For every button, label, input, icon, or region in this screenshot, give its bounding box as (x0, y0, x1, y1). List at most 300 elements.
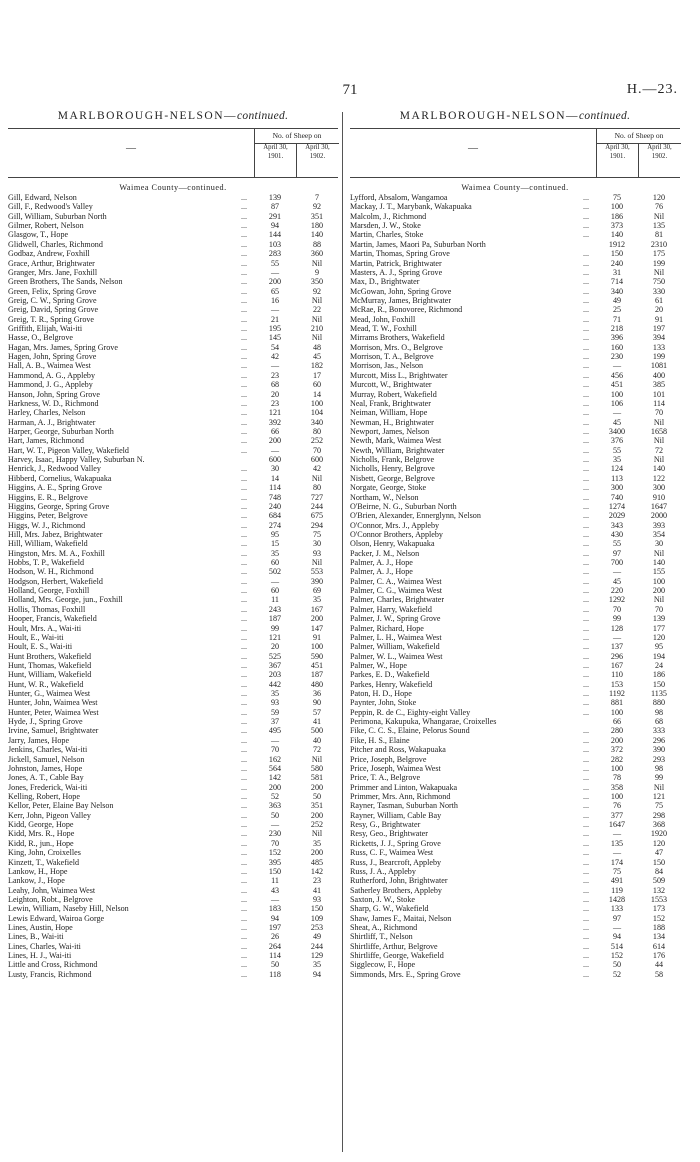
sheep-1901: 195 (268, 324, 282, 334)
leader-dots: ... (582, 520, 590, 530)
table-row (350, 371, 680, 380)
leader-dots: ... (240, 221, 248, 231)
sheep-1902: Nil (311, 314, 323, 324)
sheep-1901: 525 (268, 651, 282, 661)
owner-name: Hodson, W. H., Richmond (8, 567, 94, 577)
sheep-1902: Nil (653, 782, 665, 792)
leader-dots: ... (582, 951, 590, 961)
sheep-1901: 20 (270, 642, 280, 652)
sheep-1902: 200 (310, 782, 324, 792)
leader-dots: ... (582, 389, 590, 399)
sheep-1902: 22 (312, 305, 322, 315)
table-row (8, 848, 338, 857)
owner-name: Holland, Mrs. George, jun., Foxhill (8, 595, 123, 605)
leader-dots: ... (240, 660, 248, 670)
sheep-1901: 37 (270, 717, 280, 727)
sheep-1902: 200 (652, 586, 666, 596)
leader-dots: ... (582, 426, 590, 436)
sheep-1902: 14 (312, 389, 322, 399)
sheep-1901: 100 (610, 202, 624, 212)
leader-dots (576, 717, 596, 726)
leader-dots: ... (240, 333, 248, 343)
table-header (8, 128, 338, 178)
sheep-1902: 351 (310, 801, 324, 811)
table-row (350, 493, 680, 502)
sheep-1901: 456 (610, 370, 624, 380)
leader-dots: ... (240, 792, 248, 801)
leader-dots: ... (240, 576, 248, 586)
table-row (350, 895, 680, 904)
leader-dots: ... (240, 810, 248, 820)
leader-dots: ... (240, 679, 248, 689)
sheep-1901: 114 (269, 483, 281, 493)
table-row (8, 530, 338, 539)
owner-name: Gill, Edward, Nelson (8, 193, 77, 202)
sheep-1902: 910 (652, 492, 666, 502)
sheep-1901: 49 (612, 295, 622, 305)
table-row (350, 324, 680, 333)
sheep-1902: 390 (310, 576, 324, 586)
sheep-1902: 100 (310, 642, 324, 652)
sheep-1901: 491 (610, 876, 624, 886)
sheep-1901: 103 (268, 239, 282, 249)
leader-dots: ... (582, 352, 590, 362)
sheep-1901: 128 (610, 623, 624, 633)
sheep-1902: 675 (310, 511, 324, 521)
owner-name: Lewis Edward, Wairoa Gorge (8, 913, 105, 923)
sheep-1901: 451 (610, 380, 624, 390)
leader-dots: ... (240, 370, 248, 380)
leader-dots: ... (240, 717, 248, 727)
leader-dots: ... (582, 314, 590, 324)
leader-dots: ... (240, 782, 248, 792)
leader-dots: ... (582, 651, 590, 661)
leader-dots: ... (582, 848, 590, 858)
sheep-1901: 60 (270, 558, 280, 568)
sheep-1901: 167 (610, 660, 624, 670)
table-row (8, 287, 338, 296)
sheep-1902: 590 (310, 651, 324, 661)
leader-dots: ... (240, 885, 248, 895)
leader-dots: ... (240, 670, 248, 680)
sheep-1902: 194 (652, 651, 666, 661)
owner-name: Lyfford, Absalom, Wangamoa (350, 193, 448, 202)
leader-dots: ... (240, 632, 248, 642)
leader-dots: ... (582, 838, 590, 848)
sheep-1902: 140 (652, 558, 666, 568)
table-row (350, 839, 680, 848)
owner-name: Palmer, William, Wakefield (350, 642, 440, 652)
leader-dots: ... (582, 193, 590, 202)
sheep-1902: 150 (652, 857, 666, 867)
table-row (350, 277, 680, 286)
column-title-suffix: continued. (237, 110, 289, 122)
sheep-1902: 180 (310, 221, 324, 231)
table-row (350, 343, 680, 352)
sheep-1901: — (270, 894, 280, 904)
leader-dots: ... (240, 380, 248, 390)
table-body (350, 193, 680, 979)
sheep-1902: 91 (654, 314, 664, 324)
sheep-1901: 106 (610, 398, 624, 408)
sheep-1902: Nil (653, 417, 665, 427)
sheep-1902: 20 (654, 305, 664, 315)
leader-dots: ... (582, 342, 590, 352)
sheep-1902: 880 (652, 698, 666, 708)
sheep-1902: 451 (310, 660, 324, 670)
sheep-1901: 264 (268, 941, 282, 951)
sheep-1901: 162 (268, 754, 282, 764)
owner-name: Russ, J. A., Appleby (350, 866, 416, 876)
leader-dots: ... (582, 969, 590, 979)
owner-name: Hall, A. B., Waimea West (8, 361, 91, 371)
owner-name: Paton, H. D., Hope (350, 689, 412, 699)
sheep-1902: 40 (312, 735, 322, 745)
owner-name: Harper, George, Suburban North (8, 426, 114, 436)
leader-dots: ... (582, 548, 590, 558)
table-row (350, 886, 680, 895)
owner-name: Lines, B., Wai-iti (8, 932, 64, 942)
sheep-1901: 186 (610, 211, 624, 221)
leader-dots: ... (582, 913, 590, 923)
owner-name: Palmer, C. A., Waimea West (350, 576, 442, 586)
owner-name: Saxton, J. W., Stoke (350, 894, 415, 904)
sheep-1901: — (270, 735, 280, 745)
owner-name: Grace, Arthur, Brightwater (8, 258, 95, 268)
sheep-1901: 65 (270, 286, 280, 296)
owner-name: Lines, Austin, Hope (8, 923, 73, 933)
leader-dots: ... (582, 202, 590, 212)
table-row (350, 698, 680, 707)
table-row (8, 783, 338, 792)
header-sheep-group: No. of Sheep on (596, 129, 681, 144)
table-row (8, 390, 338, 399)
sheep-1902: 614 (652, 941, 666, 951)
sheep-1902: 354 (652, 529, 666, 539)
table-row (8, 839, 338, 848)
sheep-1902: 120 (652, 838, 666, 848)
sheep-1901: 220 (610, 586, 624, 596)
table-row (350, 380, 680, 389)
leader-dots: ... (240, 904, 248, 914)
sheep-1902: 350 (310, 277, 324, 287)
owner-name: Newman, H., Brightwater (350, 417, 434, 427)
sheep-1901: 124 (610, 464, 624, 474)
sheep-1902: 100 (310, 398, 324, 408)
owner-name: Kidd, George, Hope (8, 820, 74, 830)
table-row (350, 661, 680, 670)
leader-dots: ... (240, 604, 248, 614)
sheep-1901: 87 (270, 202, 280, 212)
sheep-1902: Nil (311, 754, 323, 764)
leader-dots: ... (240, 969, 248, 979)
leader-dots: ... (582, 370, 590, 380)
leader-dots: ... (582, 876, 590, 886)
sheep-1902: 199 (652, 352, 666, 362)
sheep-1902: 84 (654, 866, 664, 876)
sheep-1901: 240 (268, 501, 282, 511)
sheep-1901: 684 (268, 511, 282, 521)
sheep-1902: 114 (653, 398, 665, 408)
sheep-1901: 280 (610, 726, 624, 736)
leader-dots: ... (240, 211, 248, 221)
table-row (350, 549, 680, 558)
section-heading: Waimea County—continued. (119, 183, 227, 192)
sheep-1902: 81 (654, 230, 664, 240)
leader-dots: ... (582, 754, 590, 764)
sheep-1902: 104 (310, 408, 324, 418)
table-row (8, 212, 338, 221)
table-row (350, 970, 680, 979)
section-heading: Waimea County—continued. (461, 183, 569, 192)
owner-name: Hoult, E., Wai-iti (8, 632, 64, 642)
sheep-1901: — (270, 305, 280, 315)
leader-dots: ... (582, 932, 590, 942)
sheep-1902: 360 (310, 249, 324, 259)
table-row (8, 483, 338, 492)
table-row (350, 352, 680, 361)
sheep-1902: 24 (654, 660, 664, 670)
sheep-1902: 581 (310, 773, 324, 783)
sheep-1901: 200 (268, 436, 282, 446)
owner-name: Jones, Frederick, Wai-iti (8, 782, 88, 792)
owner-name: Holland, George, Foxhill (8, 586, 90, 596)
sheep-1902: 50 (312, 792, 322, 801)
table-row (8, 904, 338, 913)
sheep-1902: 298 (652, 810, 666, 820)
table-row (350, 193, 680, 202)
leader-dots: ... (240, 314, 248, 324)
header-name-cell: — (468, 143, 478, 154)
table-row (8, 539, 338, 548)
owner-name: Russ, C. F., Waimea West (350, 848, 434, 858)
table-row (8, 558, 338, 567)
owner-name: Henrick, J., Redwood Valley (8, 464, 101, 474)
sheep-1901: 70 (270, 745, 280, 755)
owner-name: Perimona, Kakupuka, Whangarae, Croixelles (350, 717, 497, 727)
owner-name: Olson, Henry, Wakapuaka (350, 539, 435, 549)
table-row (350, 801, 680, 810)
leader-dots: ... (582, 333, 590, 343)
owner-name: Harley, Charles, Nelson (8, 408, 86, 418)
owner-name: Hunter, John, Waimea West (8, 698, 98, 708)
table-row (350, 858, 680, 867)
owner-name: Hanson, John, Spring Grove (8, 389, 100, 399)
owner-name: Little and Cross, Richmond (8, 960, 98, 970)
leader-dots: ... (582, 492, 590, 502)
leader-dots: ... (582, 586, 590, 596)
sheep-1902: 70 (654, 604, 664, 614)
owner-name: Glasgow, T., Hope (8, 230, 69, 240)
sheep-1901: 367 (268, 660, 282, 670)
table-row (8, 577, 338, 586)
owner-name: Shirtliffe, Arthur, Belgrove (350, 941, 438, 951)
table-row (8, 343, 338, 352)
sheep-1901: 183 (268, 904, 282, 914)
table-row (8, 726, 338, 735)
sheep-1901: — (612, 361, 622, 371)
leader-dots: ... (582, 941, 590, 951)
leader-dots: ... (240, 230, 248, 240)
sheep-1901: 291 (268, 211, 282, 221)
owner-name: Paynter, John, Stoke (350, 698, 417, 708)
owner-name: Griffith, Elijah, Wai-iti (8, 324, 83, 334)
table-row (8, 858, 338, 867)
leader-dots: ... (240, 492, 248, 502)
leader-dots: ... (240, 586, 248, 596)
sheep-1902: 385 (652, 380, 666, 390)
sheep-1901: 392 (268, 417, 282, 427)
owner-name: Leahy, John, Waimea West (8, 885, 96, 895)
leader-dots: ... (240, 876, 248, 886)
owner-name: Fike, H. S., Elaine (350, 735, 410, 745)
owner-name: Hagan, Mrs. James, Spring Grove (8, 342, 118, 352)
table-row (8, 380, 338, 389)
table-row (8, 259, 338, 268)
table-row (350, 904, 680, 913)
sheep-1901: 600 (268, 455, 282, 465)
sheep-1901: 230 (268, 829, 282, 839)
header-year-1901: April 30, 1901. (596, 144, 638, 177)
table-row (350, 764, 680, 773)
sheep-1902: 47 (654, 848, 664, 858)
table-row (350, 960, 680, 969)
owner-name: Packer, J. M., Nelson (350, 548, 420, 558)
owner-name: Marsden, J. W., Stoke (350, 221, 421, 231)
table-row (8, 614, 338, 623)
leader-dots: ... (240, 398, 248, 408)
header-year-1902: April 30, 1902. (638, 144, 680, 177)
sheep-1902: 70 (312, 445, 322, 455)
owner-name: Parkes, E. D., Wakefield (350, 670, 430, 680)
leader-dots: ... (582, 576, 590, 586)
sheep-1902: 36 (312, 689, 322, 699)
leader-dots: ... (240, 464, 248, 474)
sheep-1902: 95 (654, 642, 664, 652)
sheep-1901: 150 (268, 866, 282, 876)
sheep-1901: 121 (268, 632, 282, 642)
table-row (8, 932, 338, 941)
sheep-1902: 58 (654, 969, 664, 979)
leader-dots: ... (582, 810, 590, 820)
owner-name: McRae, R., Bonovoree, Richmond (350, 305, 463, 315)
table-row (350, 773, 680, 782)
leader-dots: ... (240, 829, 248, 839)
table-row (8, 474, 338, 483)
sheep-1902: 500 (310, 726, 324, 736)
sheep-1902: 480 (310, 679, 324, 689)
table-row (8, 792, 338, 801)
sheep-1901: 45 (612, 576, 622, 586)
table-row (350, 455, 680, 464)
sheep-1901: 70 (270, 838, 280, 848)
sheep-1902: 101 (652, 389, 666, 399)
owner-name: Hammond, A. G., Appleby (8, 370, 96, 380)
leader-dots: ... (582, 277, 590, 287)
leader-dots: ... (582, 773, 590, 783)
owner-name: Jones, A. T., Cable Bay (8, 773, 84, 783)
sheep-1902: 92 (312, 286, 322, 296)
leader-dots: ... (240, 960, 248, 970)
owner-name: Max, D., Brightwater (350, 277, 420, 287)
owner-name: Palmer, A. J., Hope (350, 558, 413, 568)
sheep-1901: 1428 (608, 894, 626, 904)
leader-dots: ... (582, 632, 590, 642)
sheep-1901: — (270, 576, 280, 586)
sheep-1902: 330 (652, 286, 666, 296)
sheep-1902: 60 (312, 380, 322, 390)
table-row (8, 427, 338, 436)
sheep-1901: 140 (610, 230, 624, 240)
sheep-1901: 150 (610, 249, 624, 259)
owner-name: Price, Joseph, Waimea West (350, 763, 441, 773)
leader-dots: ... (240, 567, 248, 577)
leader-dots: ... (582, 923, 590, 933)
sheep-1901: 66 (270, 426, 280, 436)
sheep-1902: 727 (310, 492, 324, 502)
owner-name: Mead, John, Foxhill (350, 314, 416, 324)
leader-dots: ... (582, 726, 590, 736)
leader-dots: ... (240, 249, 248, 259)
sheep-1902: 98 (654, 707, 664, 717)
leader-dots: ... (582, 660, 590, 670)
owner-name: Fike, C. C. S., Elaine, Pelorus Sound (350, 726, 470, 736)
table-row (8, 511, 338, 520)
sheep-1901: 23 (270, 370, 280, 380)
left-column (8, 108, 338, 979)
sheep-1902: 45 (312, 352, 322, 362)
table-header (350, 128, 680, 178)
sheep-1901: — (270, 267, 280, 277)
owner-name: Hunter, Peter, Waimea West (8, 707, 99, 717)
table-row (8, 698, 338, 707)
leader-dots: ... (240, 642, 248, 652)
sheep-1901: 114 (269, 951, 281, 961)
owner-name: Rutherford, John, Brightwater (350, 876, 448, 886)
sheep-1901: 300 (610, 483, 624, 493)
sheep-1902: 1647 (650, 501, 668, 511)
table-row (8, 240, 338, 249)
leader-dots: ... (582, 904, 590, 914)
sheep-1901: 97 (612, 913, 622, 923)
leader-dots: ... (240, 267, 248, 277)
owner-name: Palmer, Harry, Wakefield (350, 604, 432, 614)
sheep-1901: 11 (271, 595, 279, 605)
table-row (350, 408, 680, 417)
owner-name: Martin, James, Maori Pa, Suburban North (350, 239, 486, 249)
table-row (8, 399, 338, 408)
table-row (8, 773, 338, 782)
table-row (8, 960, 338, 969)
owner-name: Price, T. A., Belgrove (350, 773, 421, 783)
sheep-1902: Nil (311, 295, 323, 305)
sheep-1902: Nil (311, 829, 323, 839)
leader-dots: ... (582, 782, 590, 792)
leader-dots: ... (582, 361, 590, 371)
table-row (350, 296, 680, 305)
table-row (350, 502, 680, 511)
sheep-1902: 133 (652, 342, 666, 352)
sheep-1901: 50 (270, 810, 280, 820)
owner-name: Morrison, T. A., Belgrove (350, 352, 434, 362)
table-row (8, 408, 338, 417)
sheep-1902: 368 (652, 820, 666, 830)
owner-name: Shirtliff, T., Nelson (350, 932, 413, 942)
owner-name: Higgins, E. R., Belgrove (8, 492, 88, 502)
owner-name: O'Connor Brothers, Appleby (350, 529, 443, 539)
sheep-1902: 182 (310, 361, 324, 371)
owner-name: Northam, W., Nelson (350, 492, 419, 502)
